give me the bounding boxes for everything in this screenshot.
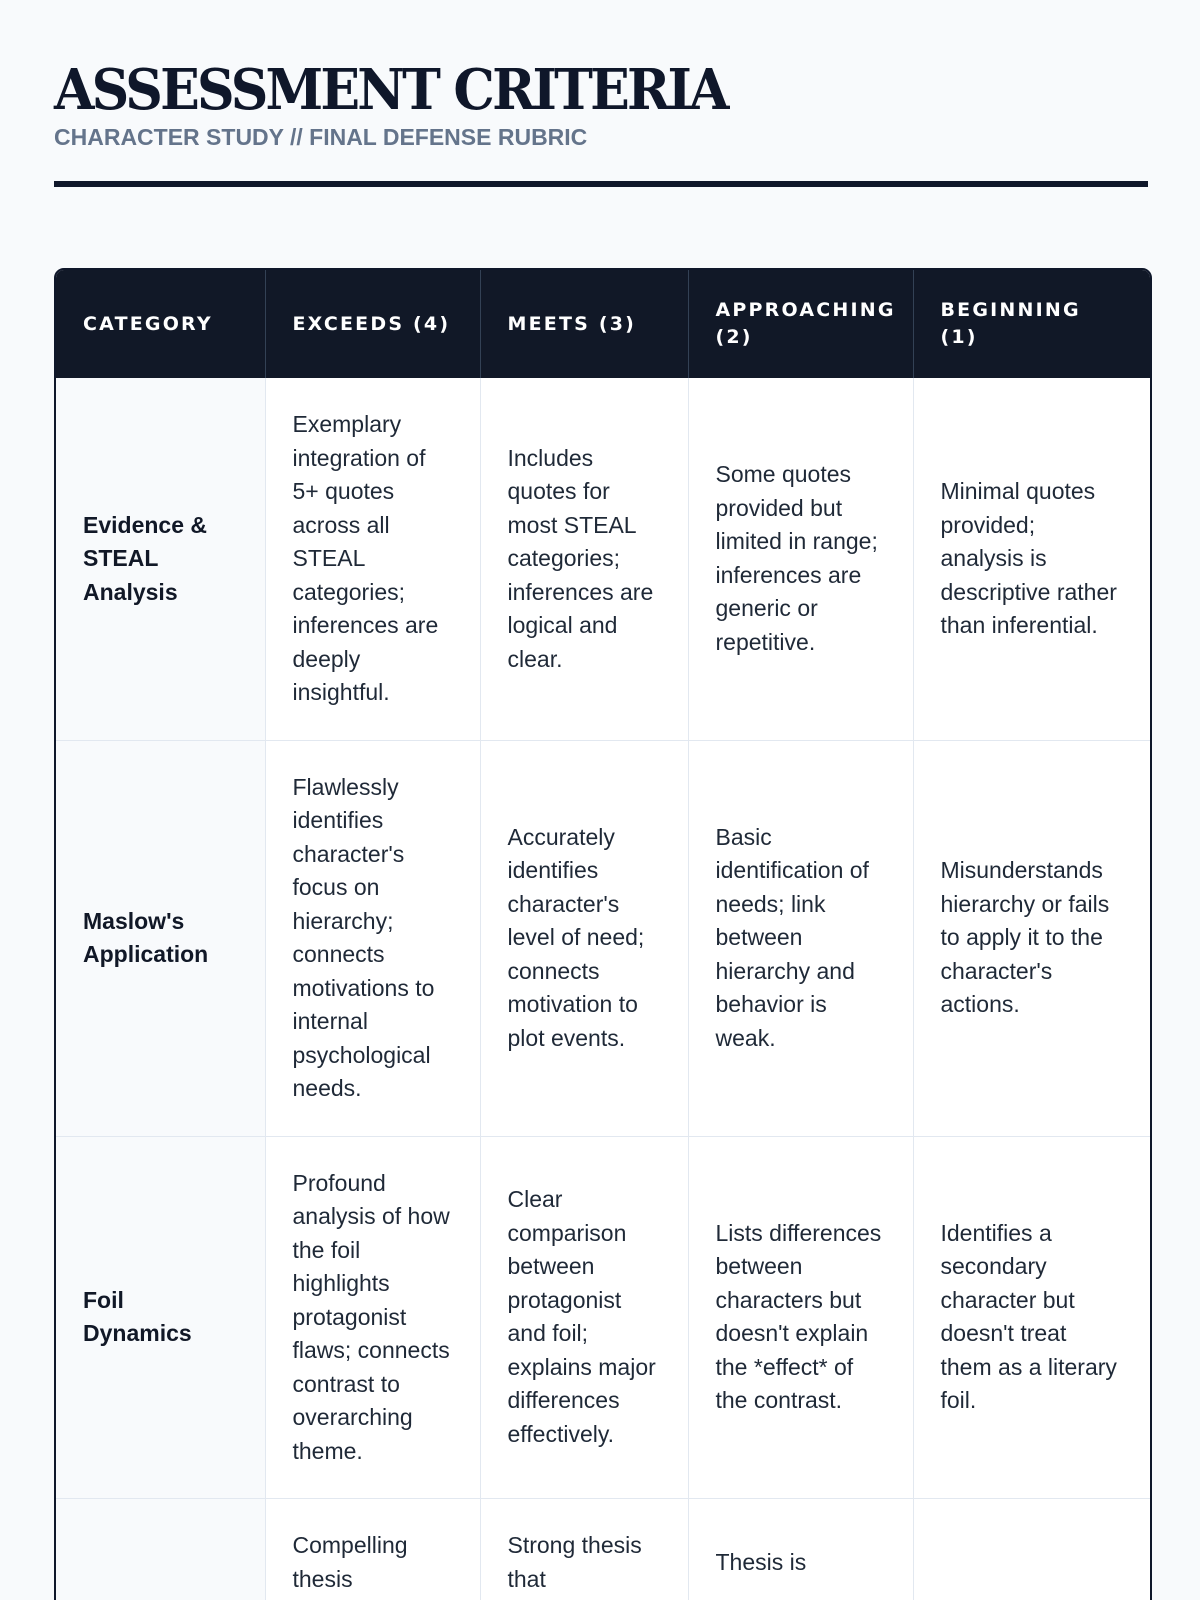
beginning-cell xyxy=(913,1499,1150,1600)
beginning-cell: Minimal quotes provided; analysis is descriptive rather than inferential. xyxy=(913,378,1150,740)
approaching-cell: Lists differences between characters but doesn't explain the *effect* of the contrast. xyxy=(688,1136,913,1499)
meets-cell: Clear comparison between protagonist and foil; explains major differences effectively. xyxy=(480,1136,688,1499)
category-cell: Evidence & STEAL Analysis xyxy=(56,378,265,740)
column-header-beginning: BEGINNING (1) xyxy=(913,270,1150,378)
table-row xyxy=(56,1499,1150,1600)
meets-cell: Accurately identifies character's level of need; connects motivation to plot events. xyxy=(480,740,688,1136)
rubric-table xyxy=(56,270,1150,1600)
beginning-cell: Identifies a secondary character but doesn't treat them as a literary foil. xyxy=(913,1136,1150,1499)
approaching-cell: Basic identification of needs; link between hierarchy and behavior is weak. xyxy=(688,740,913,1136)
category-cell xyxy=(56,1499,265,1600)
table-row xyxy=(56,1136,1150,1499)
page-title: ASSESSMENT CRITERIA xyxy=(54,57,727,123)
column-header-category: CATEGORY xyxy=(56,270,265,378)
exceeds-cell: Compelling thesis xyxy=(265,1499,480,1600)
exceeds-cell: Profound analysis of how the foil highlights protagonist flaws; connects contrast to overarching theme. xyxy=(265,1136,480,1499)
table-row xyxy=(56,378,1150,740)
approaching-cell: Some quotes provided but limited in range; inferences are generic or repetitive. xyxy=(688,378,913,740)
meets-cell: Strong thesis that xyxy=(480,1499,688,1600)
exceeds-cell: Flawlessly identifies character's focus on hierarchy; connects motivations to internal psychological needs. xyxy=(265,740,480,1136)
rubric-table-container xyxy=(54,268,1152,1600)
meets-cell: Includes quotes for most STEAL categories; inferences are logical and clear. xyxy=(480,378,688,740)
header-row xyxy=(56,270,1150,378)
column-header-meets: MEETS (3) xyxy=(480,270,688,378)
column-header-exceeds: EXCEEDS (4) xyxy=(265,270,480,378)
table-row xyxy=(56,740,1150,1136)
exceeds-cell: Exemplary integration of 5+ quotes across all STEAL categories; inferences are deeply insightful. xyxy=(265,378,480,740)
beginning-cell: Misunderstands hierarchy or fails to apply it to the character's actions. xyxy=(913,740,1150,1136)
category-cell: Foil Dynamics xyxy=(56,1136,265,1499)
category-cell: Maslow's Application xyxy=(56,740,265,1136)
page-subtitle: CHARACTER STUDY // FINAL DEFENSE RUBRIC xyxy=(54,124,588,150)
column-header-approaching: APPROACHING (2) xyxy=(688,270,913,378)
rubric-table-body xyxy=(56,378,1150,1600)
header-divider xyxy=(54,181,1148,187)
approaching-cell: Thesis is xyxy=(688,1499,913,1600)
rubric-table-header xyxy=(56,270,1150,378)
